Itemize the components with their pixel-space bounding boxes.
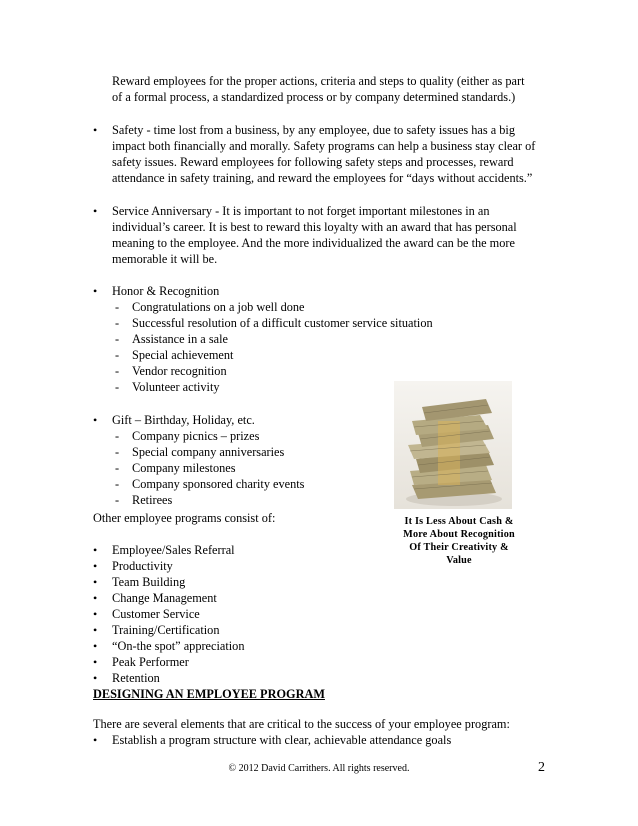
- honor-item: Vendor recognition: [132, 364, 227, 378]
- bullet-other: •: [93, 655, 98, 669]
- honor-dash: -: [115, 332, 120, 346]
- caption-line: Of Their Creativity &: [409, 542, 509, 553]
- safety-line-1: Safety - time lost from a business, by any employee, due to safety issues has a big: [112, 123, 515, 137]
- bullet-other: •: [93, 575, 98, 589]
- other-item: Team Building: [112, 575, 186, 589]
- bullet-other: •: [93, 623, 98, 637]
- bullet-honor: •: [93, 284, 98, 298]
- gift-item: Company picnics – prizes: [132, 429, 260, 443]
- other-item: Change Management: [112, 591, 217, 605]
- honor-dash: -: [115, 316, 120, 330]
- honor-dash: -: [115, 348, 120, 362]
- other-item: Customer Service: [112, 607, 200, 621]
- caption-line: It Is Less About Cash &: [404, 516, 514, 527]
- honor-dash: -: [115, 300, 120, 314]
- gift-item: Company milestones: [132, 461, 236, 475]
- gift-dash: -: [115, 429, 120, 443]
- bullet-service: •: [93, 204, 98, 218]
- honor-item: Assistance in a sale: [132, 332, 228, 346]
- other-item: Peak Performer: [112, 655, 189, 669]
- safety-line-3: safety issues. Reward employees for following safety steps and processes, reward: [112, 155, 514, 169]
- service-line-1: Service Anniversary - It is important to not forget important milestones in an: [112, 204, 490, 218]
- other-intro: Other employee programs consist of:: [93, 511, 276, 525]
- safety-line-4: attendance in safety training, and reward the employees for “days without accidents.”: [112, 171, 533, 185]
- gift-dash: -: [115, 477, 120, 491]
- section-heading: DESIGNING AN EMPLOYEE PROGRAM: [93, 687, 325, 701]
- intro-line-2: of a formal process, a standardized process or by company determined standards.): [112, 90, 516, 104]
- safety-line-2: impact both financially and morally. Safety programs can help a business stay clear of: [112, 139, 536, 153]
- intro-line-1: Reward employees for the proper actions, criteria and steps to quality (either as part: [112, 74, 525, 88]
- honor-item: Special achievement: [132, 348, 234, 362]
- other-item: Productivity: [112, 559, 173, 573]
- cash-stack-photo: [394, 381, 512, 509]
- page-number: 2: [538, 760, 545, 775]
- photo-caption: [388, 515, 530, 567]
- caption-line: More About Recognition: [403, 529, 515, 540]
- honor-dash: -: [115, 380, 120, 394]
- service-line-2: individual’s career. It is best to reward this loyalty with an award that has personal: [112, 220, 517, 234]
- section-bullet: Establish a program structure with clear, achievable attendance goals: [112, 733, 452, 747]
- honor-dash: -: [115, 364, 120, 378]
- honor-item: Volunteer activity: [132, 380, 220, 394]
- honor-title: Honor & Recognition: [112, 284, 220, 298]
- bullet-other: •: [93, 591, 98, 605]
- honor-item: Successful resolution of a difficult customer service situation: [132, 316, 433, 330]
- gift-dash: -: [115, 493, 120, 507]
- bullet-section: •: [93, 733, 98, 747]
- other-item: Retention: [112, 671, 160, 685]
- section-intro: There are several elements that are critical to the success of your employee program:: [93, 717, 510, 731]
- other-item: Training/Certification: [112, 623, 220, 637]
- bullet-gift: •: [93, 413, 98, 427]
- bullet-other: •: [93, 559, 98, 573]
- bullet-other: •: [93, 639, 98, 653]
- caption-line: Value: [446, 555, 472, 566]
- gift-dash: -: [115, 461, 120, 475]
- footer-copyright: © 2012 David Carrithers. All rights reserved.: [228, 763, 410, 774]
- bullet-other: •: [93, 607, 98, 621]
- gift-item: Retirees: [132, 493, 173, 507]
- other-item: Employee/Sales Referral: [112, 543, 235, 557]
- gift-item: Company sponsored charity events: [132, 477, 305, 491]
- gift-dash: -: [115, 445, 120, 459]
- gift-item: Special company anniversaries: [132, 445, 285, 459]
- bullet-other: •: [93, 671, 98, 685]
- bullet-other: •: [93, 543, 98, 557]
- service-line-4: memorable it will be.: [112, 252, 218, 266]
- gift-title: Gift – Birthday, Holiday, etc.: [112, 413, 255, 427]
- bullet-safety: •: [93, 123, 98, 137]
- honor-item: Congratulations on a job well done: [132, 300, 305, 314]
- service-line-3: meaning to the employee. And the more individualized the award can be the more: [112, 236, 515, 250]
- other-item: “On-the spot” appreciation: [112, 639, 245, 653]
